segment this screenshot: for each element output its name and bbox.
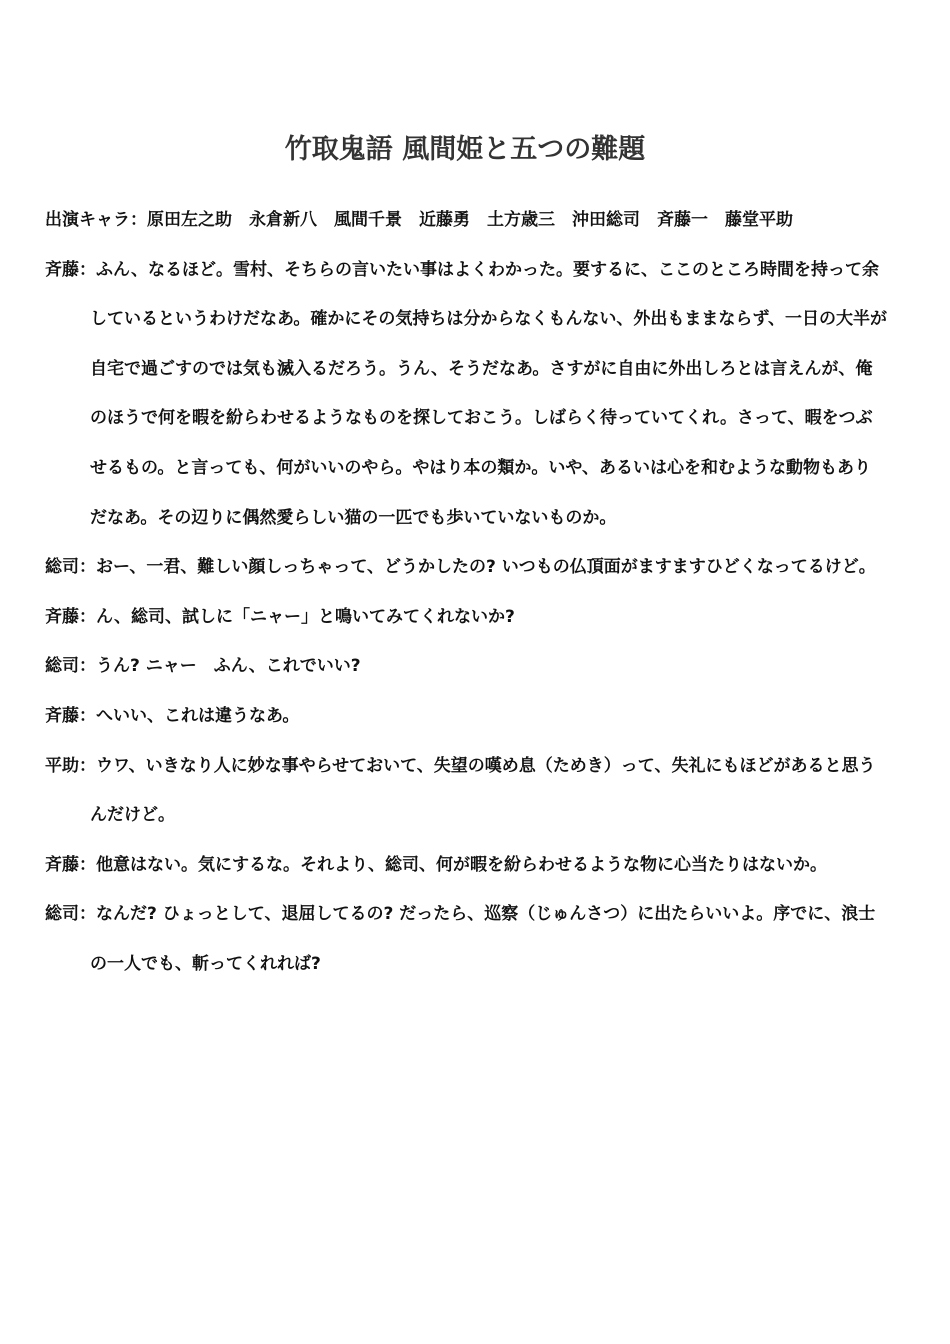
dialogue-text: うん? ニャー ふん、これでいい? xyxy=(96,656,361,677)
speaker-name: 総司 xyxy=(45,656,79,677)
dialogue-line xyxy=(45,692,887,742)
speaker-name: 斉藤 xyxy=(45,259,79,280)
dialogue-line xyxy=(45,246,887,544)
dialogue-text: ウワ、いきなり人に妙な事やらせておいて、失望の嘆め息（ためき）って、失礼にもほどがあると思うんだけど。 xyxy=(90,755,876,826)
speaker-name: 総司 xyxy=(45,557,79,578)
speaker-name: 総司 xyxy=(45,904,79,925)
separator: ： xyxy=(79,854,96,875)
dialogue-line xyxy=(45,841,887,891)
separator: ： xyxy=(79,259,96,280)
dialogue-line xyxy=(45,593,887,643)
dialogue-line xyxy=(45,890,887,989)
dialogue-text: おー、一君、難しい顔しっちゃって、どうかしたの? いつもの仏頂面がますますひどくなってるけど。 xyxy=(96,557,876,578)
dialogue-line xyxy=(45,742,887,841)
separator: ： xyxy=(79,656,96,677)
separator: ： xyxy=(130,210,147,230)
speaker-name: 斉藤 xyxy=(45,705,79,726)
speaker-name: 斉藤 xyxy=(45,606,79,627)
separator: ： xyxy=(79,904,96,925)
dialogue-text: へいい、これは違うなあ。 xyxy=(96,705,300,726)
separator: ： xyxy=(79,705,96,726)
dialogue-text: 他意はない。気にするな。それより、総司、何が暇を紛らわせるような物に心当たりはないか。 xyxy=(96,854,827,875)
separator: ： xyxy=(79,606,96,627)
cast-list xyxy=(45,196,887,246)
speaker-name: 平助 xyxy=(45,755,79,776)
speaker-name: 斉藤 xyxy=(45,854,79,875)
dialogue-text: ふん、なるほど。雪村、そちらの言いたい事はよくわかった。要するに、ここのところ時間を持って余しているというわけだなあ。確かにその気持ちは分からなくもんない、外出もままならず、一日の大半が自宅で過ごすのでは気も滅入るだろう。うん、そうだなあ。さすがに自由に外出しろとは言えんが、俺のほうで何を暇を紛らわせるようなものを探しておこう。しばらく待っていてくれ。さって、暇をつぶせるもの。と言っても、何がいいのやら。やはり本の類か。いや、あるいは心を和むような動物もありだなあ。その辺りに偶然愛らしい猫の一匹でも歩いていないものか。 xyxy=(90,259,887,528)
dialogue-text: ん、総司、試しに「ニャー」と鳴いてみてくれないか? xyxy=(96,606,515,627)
dialogue-text: なんだ? ひょっとして、退屈してるの? だったら、巡察（じゅんさつ）に出たらいいよ。序でに、浪士の一人でも、斬ってくれれば? xyxy=(90,904,876,974)
dialogue-line xyxy=(45,642,887,692)
separator: ： xyxy=(79,557,96,578)
dialogue-line xyxy=(45,543,887,593)
cast-label: 出演キャラ xyxy=(45,210,130,230)
cast-names: 原田左之助 永倉新八 風間千景 近藤勇 土方歳三 沖田総司 斉藤一 藤堂平助 xyxy=(147,210,793,230)
separator: ： xyxy=(79,755,96,776)
script-body xyxy=(45,196,887,990)
document-title: 竹取鬼語 風間姫と五つの難題 xyxy=(284,134,646,165)
